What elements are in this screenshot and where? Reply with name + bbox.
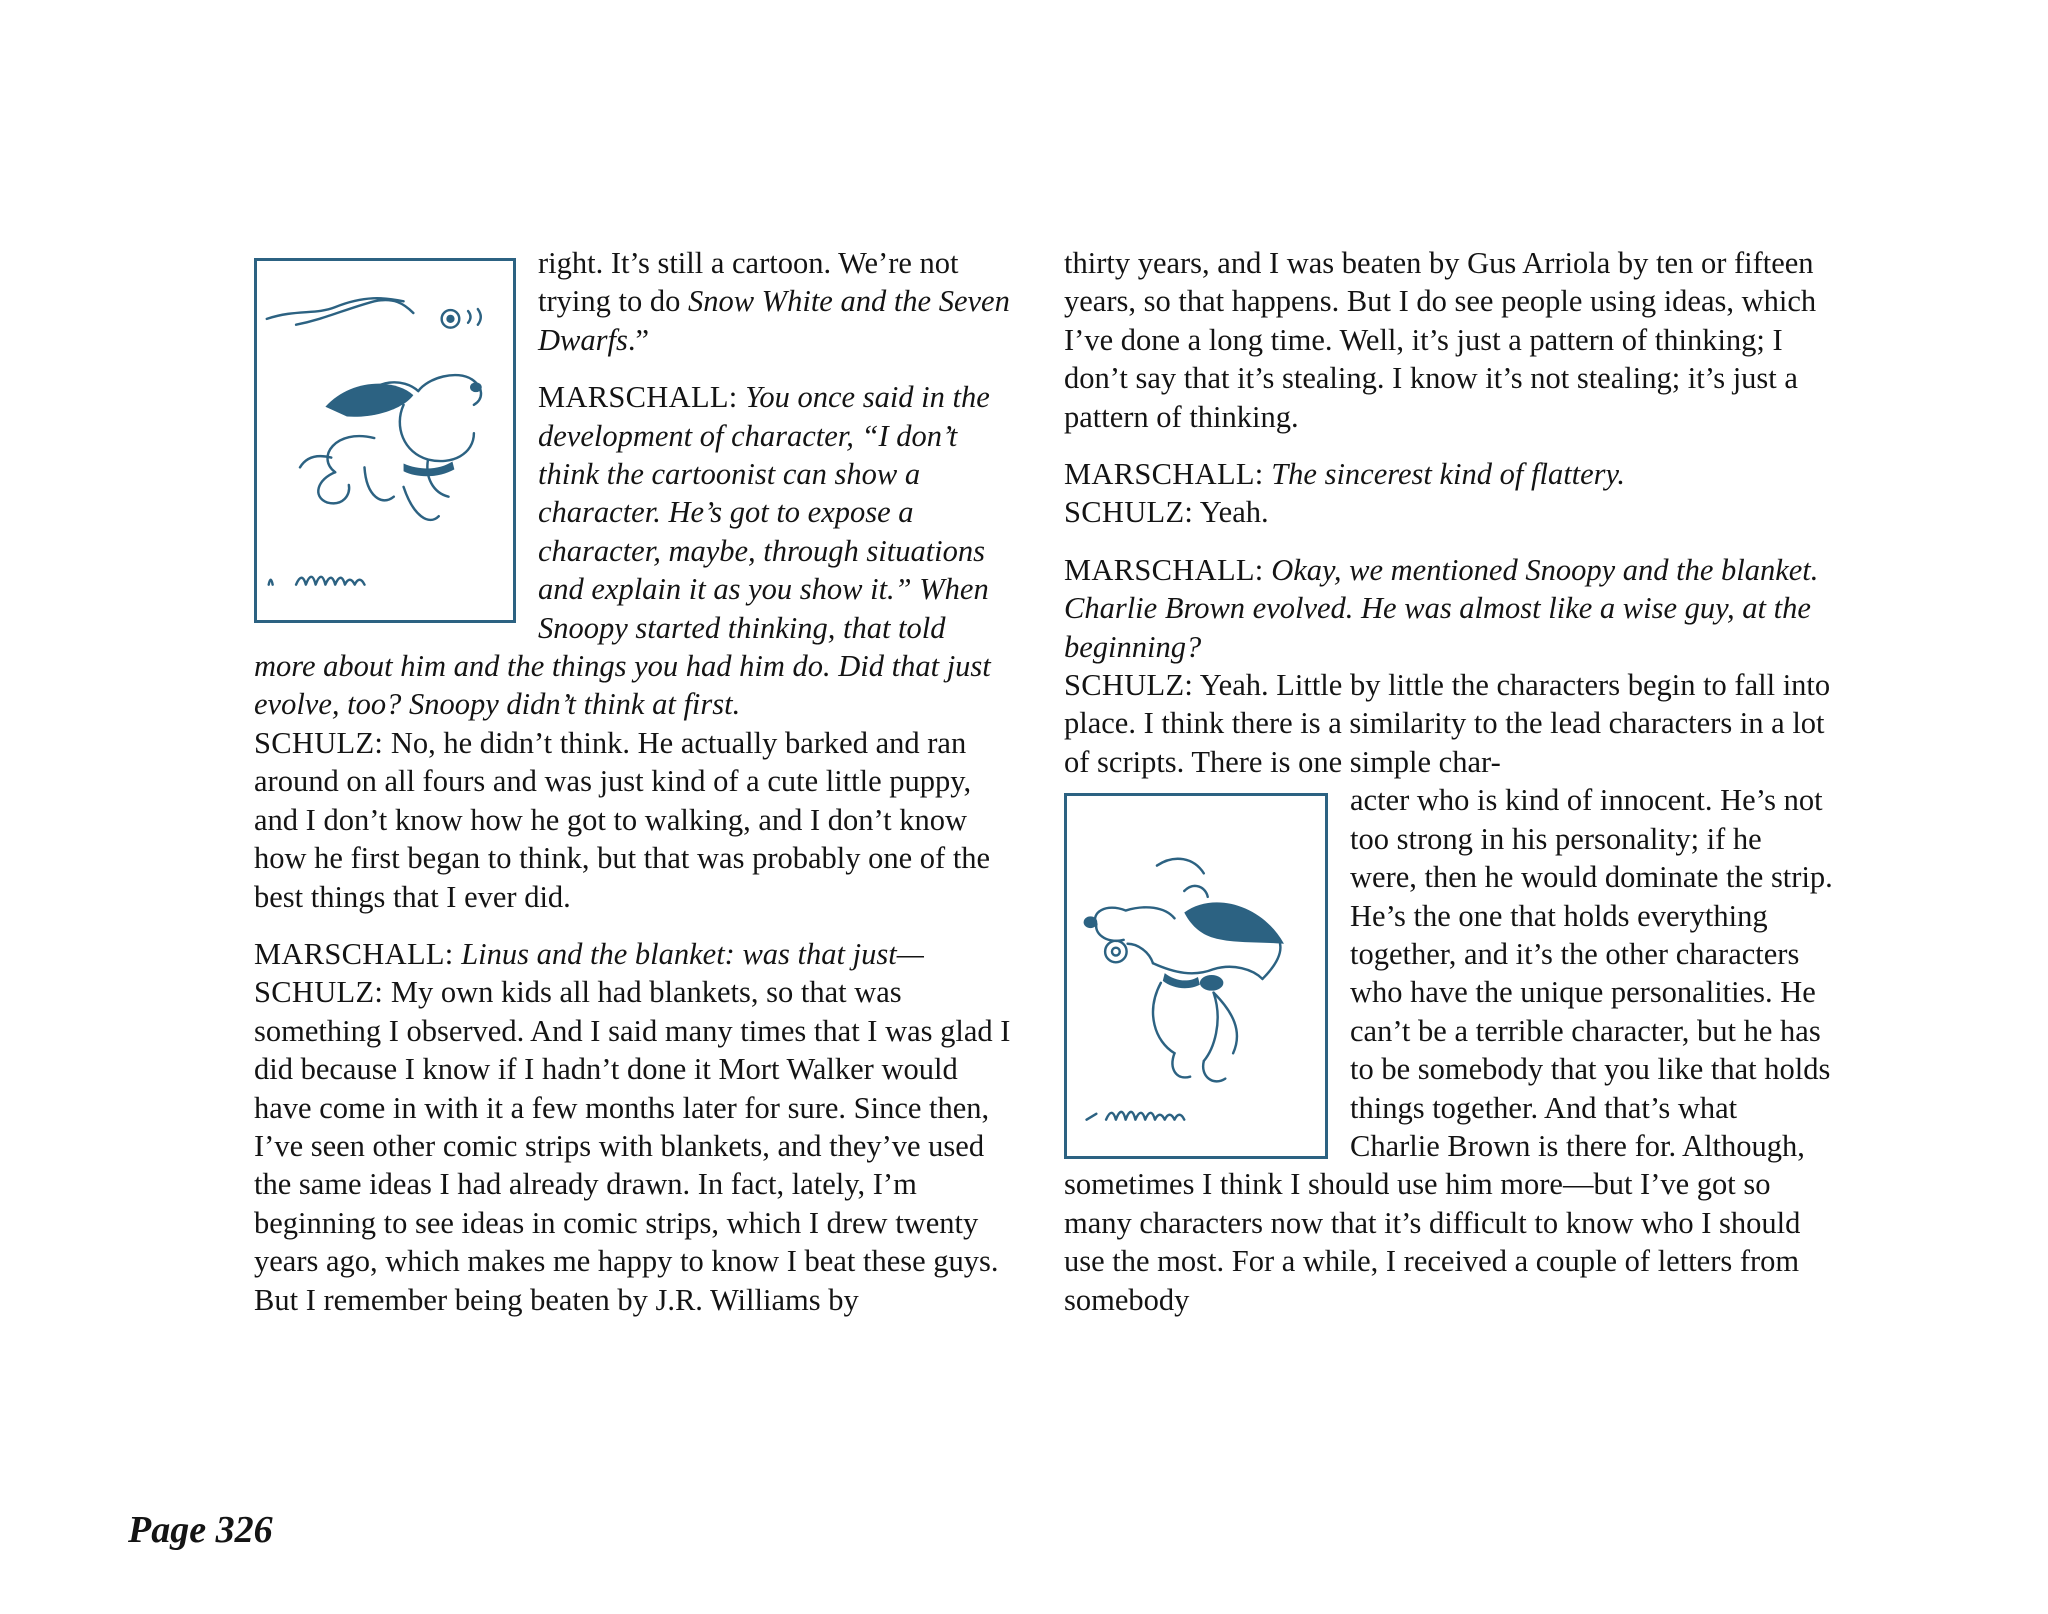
speaker-schulz: SCHULZ: [254, 725, 384, 760]
film-title: Snow White and the Seven Dwarfs [538, 284, 1010, 357]
question-text: The sincerest kind of flattery. [1271, 457, 1626, 492]
answer-text: acter who is kind of innocent. He’s not too strong in his personality; if he were, then he would dominate the strip. He’s the one that holds everything together, and it’s the other characters who have the unique personalities. He can’t be a terrible character, but he has to be somebody that you like that holds things together. And that’s what Charlie Brown is there for. Although, sometimes I think I should use him more—but I’ve got so many characters now that it’s difficult to know who I should use the most. For a while, I received a couple of letters from somebody [1064, 783, 1833, 1317]
speaker-marschall: MARSCHALL: [254, 936, 454, 971]
quote-end: .” [627, 322, 650, 357]
question-text: Linus and the blanket: was that just— [461, 936, 924, 971]
speaker-marschall: MARSCHALL: [1064, 457, 1264, 492]
question-text: Okay, we mentioned Snoopy and the blanket. Charlie Brown evolved. He was almost like a wise guy, at the beginning? [1064, 552, 1819, 664]
answer-text: Yeah. Little by little the characters begin to fall into place. I think there is a similarity to the lead characters in a lot of scripts. There is one simple char [1064, 668, 1831, 779]
continued-quote-text: right. It’s still a cartoon. We’re not trying to do [538, 246, 959, 319]
left-text-column [254, 244, 1014, 1319]
answer-text: No, he didn’t think. He actually barked and ran around on all fours and was just kind of a cute little puppy, and I don’t know how he got to walking, and I don’t know how he first began to think, but that was probably one of the best things that I ever did. [254, 725, 991, 914]
speaker-schulz: SCHULZ: [1064, 668, 1194, 703]
answer-text: thirty years, and I was beaten by Gus Arriola by ten or fifteen years, so that happens. But I do see people using ideas, which I’ve done a long time. Well, it’s just a pattern of thinking; I don’t say that it’s stealing. I know it’s not stealing; it’s just a pattern of thinking. [1064, 246, 1817, 434]
answer-text: My own kids all had blankets, so that was something I observed. And I said many times that I was glad I did because I know if I hadn’t done it Mort Walker would have come in with it a few months later for sure. Since then, I’ve seen other comic strips with blankets, and they’ve used the same ideas I had already drawn. In fact, lately, I’m beginning to see ideas in comic strips, which I drew twenty years ago, which makes me happy to know I beat these guys. But I remember being beaten by J.R. Williams by [254, 975, 1011, 1317]
snoopy-walking-illustration [1064, 793, 1328, 1159]
page-number: Page 326 [128, 1509, 273, 1551]
speaker-marschall: MARSCHALL: [1064, 552, 1264, 587]
speaker-marschall: MARSCHALL: [538, 380, 738, 415]
speaker-schulz: SCHULZ: [254, 975, 384, 1010]
question-text: You once said in the development of character, “I don’t think the cartoonist can show a character. He’s got to expose a character, maybe, through situations and explain it as you show it.” When Snoopy started thinking, that told more about him and the things you had him do. Did that just evolve, too? Snoopy didn’t think at first. [254, 380, 991, 722]
answer-text: Yeah. [1199, 495, 1269, 530]
right-text-column: thirty years, and I was beaten by Gus Arriola by ten or fifteen years, so that happens. But I do see people using ideas, which I’ve done a long time. Well, it’s just a pattern of thinking; I don’t say that it’s stealing. I know it’s not stealing; it’s just a pattern of thinking. MARSCHALL: The sincerest kind of flattery. SCHULZ: Yeah. MARSCHALL: Okay, we mentioned Snoopy and the blanket. Charlie Brown evolved. He was almost like a wise guy, at the beginning? SCHULZ: Yeah. Little by little the characters begin to fall into place. I think there is a similarity to the lead characters in a lot of scripts. There is one simple char- acter who is kind of innocent. He’s not too strong in his personality; if he were, then he would dominate the strip. He’s the one that holds everything together, and it’s the other characters who have the unique personalities. He can’t be a terrible character, but he has to be somebody that you like that holds things together. And that’s what Charlie Brown is there for. Although, sometimes I think I should use him more—but I’ve got so many characters now that it’s difficult to know who I should use the most. For a while, I received a couple of letters from somebody [1064, 246, 1833, 1317]
snoopy-running-illustration [254, 258, 516, 623]
snoopy-walking-drawing [1067, 796, 1325, 1156]
speaker-schulz: SCHULZ: [1064, 495, 1194, 530]
snoopy-running-drawing [257, 261, 513, 620]
